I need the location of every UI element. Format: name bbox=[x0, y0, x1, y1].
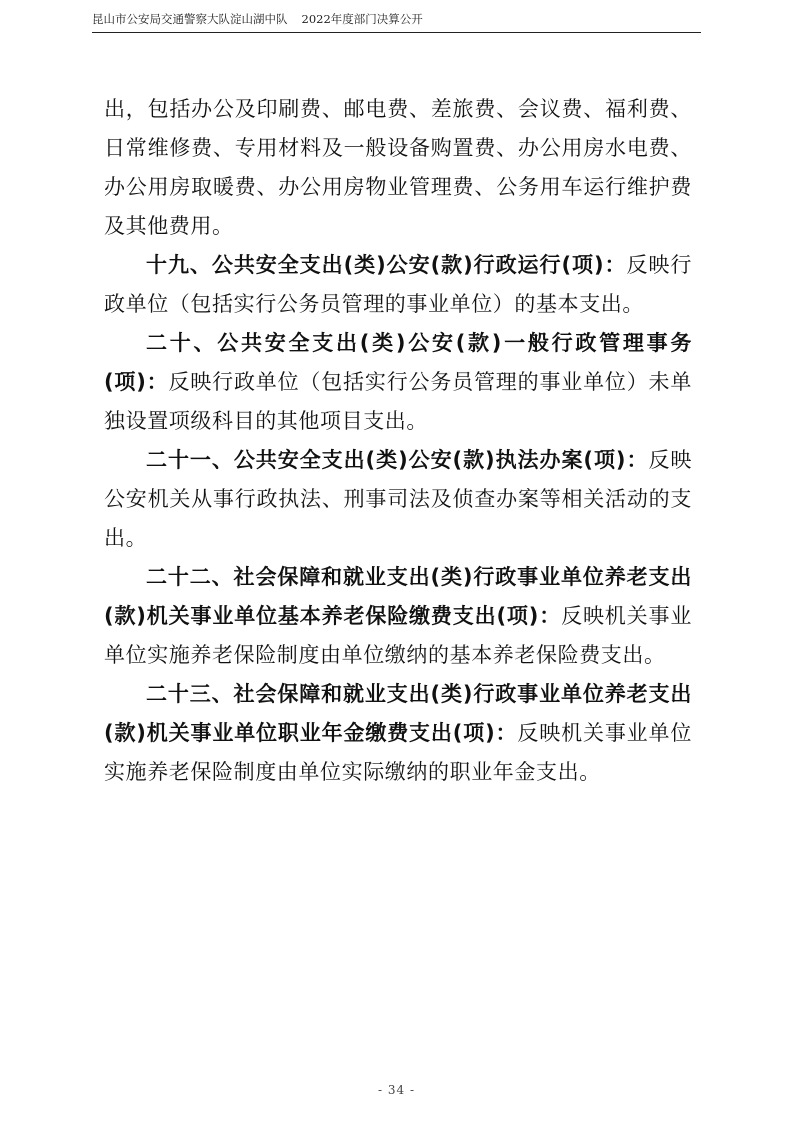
paragraph-heading: 二十一、公共安全支出(类)公安(款)执法办案(项)： bbox=[146, 448, 649, 472]
page-header bbox=[92, 10, 701, 33]
paragraph-continuation bbox=[104, 90, 692, 246]
paragraph-item-22 bbox=[104, 558, 692, 675]
paragraph-item-21 bbox=[104, 441, 692, 558]
paragraph-heading: 二十三、社会保障和就业支出(类)行政事业单位养老支出(款)机关事业单位职业年金缴费支出(项)： bbox=[104, 682, 692, 745]
header-organization: 昆山市公安局交通警察大队淀山湖中队 bbox=[92, 12, 288, 26]
paragraph-heading: 二十二、社会保障和就业支出(类)行政事业单位养老支出(款)机关事业单位基本养老保险缴费支出(项)： bbox=[104, 565, 692, 628]
paragraph-heading: 十九、公共安全支出(类)公安(款)行政运行(项)： bbox=[146, 253, 627, 277]
paragraph-item-23 bbox=[104, 675, 692, 792]
paragraph-text: 反映机关事业单位实施养老保险制度由单位缴纳的基本养老保险费支出。 bbox=[104, 604, 692, 667]
paragraph-text: 反映行政单位（包括实行公务员管理的事业单位）的基本支出。 bbox=[104, 253, 692, 316]
header-title: 2022年度部门决算公开 bbox=[301, 12, 423, 26]
document-body bbox=[104, 90, 692, 792]
paragraph-item-20 bbox=[104, 324, 692, 441]
paragraph-text: 反映行政单位（包括实行公务员管理的事业单位）未单独设置项级科目的其他项目支出。 bbox=[104, 370, 692, 433]
paragraph-item-19 bbox=[104, 246, 692, 324]
page-number: - 34 - bbox=[377, 1083, 415, 1097]
paragraph-text: 出，包括办公及印刷费、邮电费、差旅费、会议费、福利费、日常维修费、专用材料及一般设备购置费、办公用房水电费、办公用房取暖费、办公用房物业管理费、公务用车运行维护费及其他费用。 bbox=[104, 97, 692, 238]
paragraph-heading: 二十、公共安全支出(类)公安(款)一般行政管理事务(项)： bbox=[104, 331, 692, 394]
paragraph-text: 反映公安机关从事行政执法、刑事司法及侦查办案等相关活动的支出。 bbox=[104, 448, 692, 550]
paragraph-text: 反映机关事业单位实施养老保险制度由单位实际缴纳的职业年金支出。 bbox=[104, 721, 692, 784]
